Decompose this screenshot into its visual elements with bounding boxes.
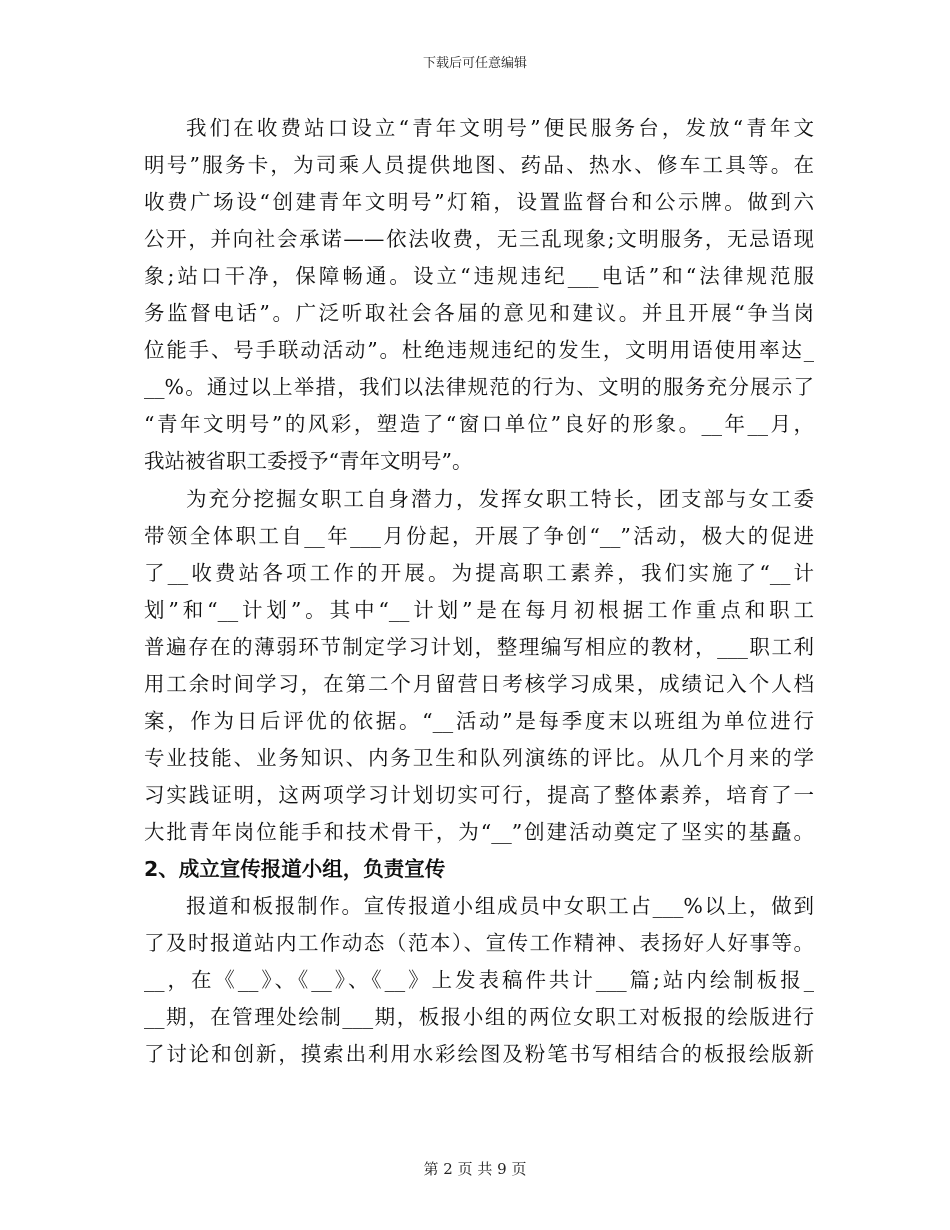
- paragraph-1-line: “青年文明号”的风彩，塑造了“窗口单位”良好的形象。__年__月，: [144, 412, 814, 436]
- paragraph-2-line: 普遍存在的薄弱环节制定学习计划，整理编写相应的教材，___职工利: [144, 635, 814, 659]
- paragraph-1-line: 我站被省职工委授予“青年文明号”。: [144, 449, 473, 473]
- paragraph-2-line: 为充分挖掘女职工自身潜力，发挥女职工特长，团支部与女工委: [186, 487, 814, 511]
- paragraph-2-line: 用工余时间学习，在第二个月留营日考核学习成果，成绩记入个人档: [144, 672, 814, 696]
- section-heading: 2、成立宣传报道小组，负责宣传: [144, 857, 446, 881]
- paragraph-1-line: 象;站口干净，保障畅通。设立“违规违纪___电话”和“法律规范服: [144, 264, 814, 288]
- paragraph-2-line: 带领全体职工自__年___月份起，开展了争创“__”活动，极大的促进: [144, 524, 814, 548]
- paragraph-1-line: 务监督电话”。广泛听取社会各届的意见和建议。并且开展“争当岗: [144, 301, 814, 325]
- paragraph-1-line: 公开，并向社会承诺——依法收费，无三乱现象;文明服务，无忌语现: [144, 227, 814, 251]
- paragraph-3-line: 了讨论和创新，摸索出利用水彩绘图及粉笔书写相结合的板报绘版新: [144, 1042, 814, 1066]
- header-note: 下载后可任意编辑: [422, 56, 527, 71]
- paragraph-2-line: 了__收费站各项工作的开展。为提高职工素养，我们实施了“__计: [144, 561, 814, 585]
- paragraph-2-line: 划”和“__计划”。其中“__计划”是在每月初根据工作重点和职工: [144, 598, 814, 622]
- paragraph-1-line: 位能手、号手联动活动”。杜绝违规违纪的发生，文明用语使用率达_: [144, 338, 814, 362]
- paragraph-1-line: 明号”服务卡，为司乘人员提供地图、药品、热水、修车工具等。在: [144, 153, 814, 177]
- paragraph-3-line: 报道和板报制作。宣传报道小组成员中女职工占___%以上，做到: [186, 894, 814, 918]
- paragraph-2-line: 习实践证明，这两项学习计划切实可行，提高了整体素养，培育了一: [144, 783, 814, 807]
- paragraph-3-line: __期，在管理处绘制___期，板报小组的两位女职工对板报的绘版进行: [144, 1005, 814, 1029]
- paragraph-2-line: 案，作为日后评优的依据。“__活动”是每季度末以班组为单位进行: [144, 709, 814, 733]
- paragraph-1-line: 收费广场设“创建青年文明号”灯箱，设置监督台和公示牌。做到六: [144, 190, 814, 214]
- paragraph-1-line: 我们在收费站口设立“青年文明号”便民服务台，发放“青年文: [186, 116, 814, 140]
- paragraph-2-line: 大批青年岗位能手和技术骨干，为“__”创建活动奠定了坚实的基矗。: [144, 820, 814, 844]
- page-number-footer: 第 2 页 共 9 页: [423, 1160, 527, 1178]
- paragraph-2-line: 专业技能、业务知识、内务卫生和队列演练的评比。从几个月来的学: [144, 746, 814, 770]
- paragraph-1-line: __%。通过以上举措，我们以法律规范的行为、文明的服务充分展示了: [144, 375, 814, 399]
- paragraph-3-line: 了及时报道站内工作动态（范本）、宣传工作精神、表扬好人好事等。: [144, 931, 814, 955]
- paragraph-3-line: __，在《__》、《__》、《__》上发表稿件共计___篇;站内绘制板报_: [144, 968, 814, 992]
